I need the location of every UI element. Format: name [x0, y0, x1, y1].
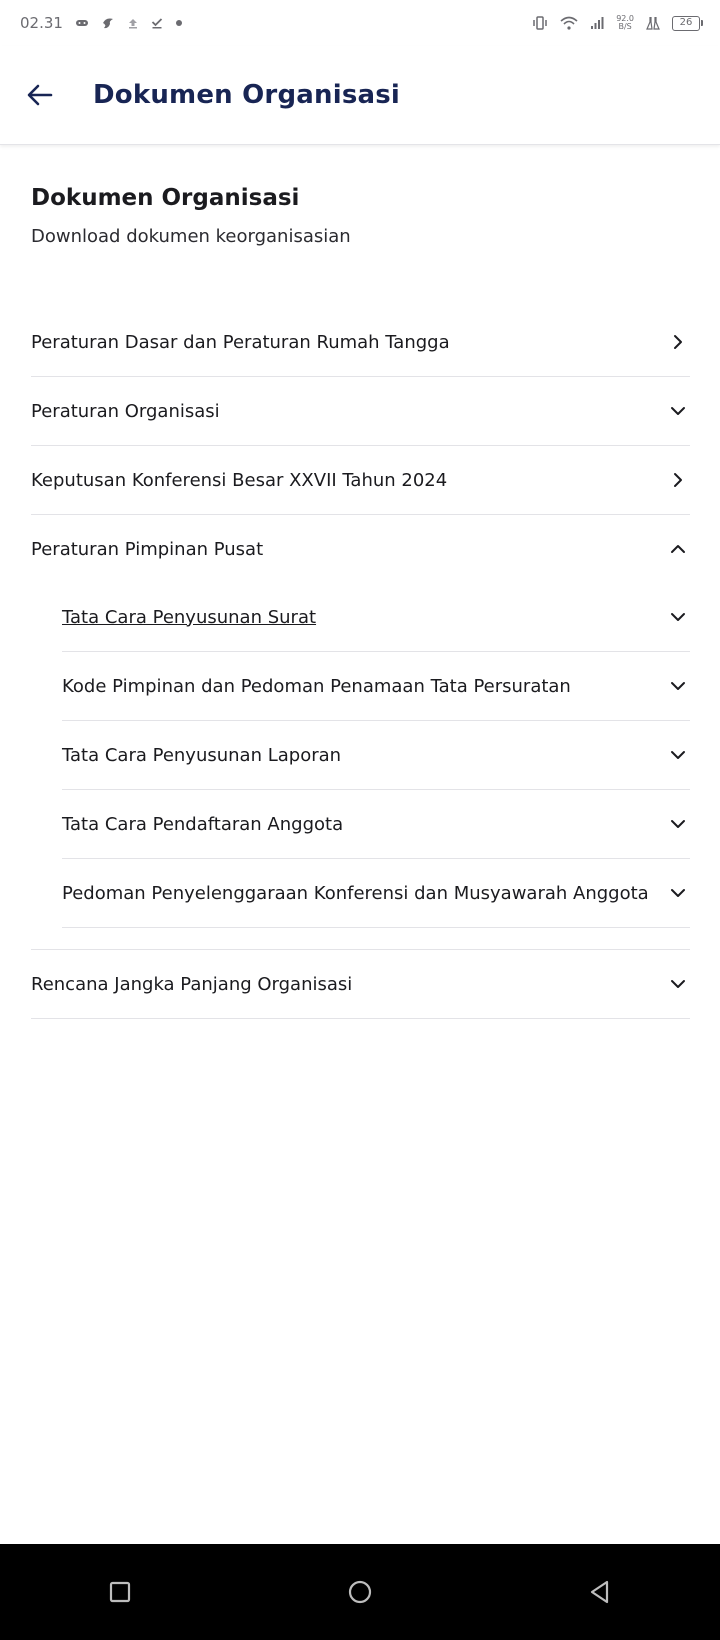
sub-document-list	[62, 583, 690, 928]
recents-button[interactable]	[90, 1562, 150, 1622]
chevron-down-icon	[666, 399, 690, 423]
home-button[interactable]	[330, 1562, 390, 1622]
sub-document-item[interactable]	[62, 790, 690, 859]
section-divider	[31, 928, 690, 950]
wifi-icon	[560, 16, 578, 30]
chevron-right-icon	[666, 330, 690, 354]
status-time: 02.31	[20, 14, 63, 32]
chevron-up-icon	[666, 537, 690, 561]
document-item[interactable]	[31, 377, 690, 446]
back-button[interactable]	[20, 75, 60, 115]
signal-icon	[590, 16, 604, 30]
network-speed-unit: B/S	[618, 22, 632, 31]
network-speed-value: 92.0	[616, 14, 634, 23]
page-title: Dokumen Organisasi	[93, 80, 401, 110]
document-item-label: Rencana Jangka Panjang Organisasi	[31, 973, 353, 995]
chevron-right-icon	[666, 468, 690, 492]
document-item-label: Peraturan Pimpinan Pusat	[31, 538, 264, 560]
status-bar	[0, 0, 720, 46]
document-item[interactable]	[31, 950, 690, 1019]
sub-document-item[interactable]	[62, 583, 690, 652]
document-item-label: Peraturan Dasar dan Peraturan Rumah Tangga	[31, 331, 450, 353]
back-nav-button[interactable]	[570, 1562, 630, 1622]
circle-icon	[348, 1580, 372, 1604]
document-item-label: Keputusan Konferensi Besar XXVII Tahun 2024	[31, 469, 448, 491]
triangle-back-icon	[589, 1580, 611, 1604]
vibrate-icon	[532, 16, 548, 30]
notification-dot-icon	[175, 19, 183, 27]
document-item-expanded[interactable]	[31, 515, 690, 583]
section-heading: Dokumen Organisasi	[31, 185, 300, 211]
document-item-label: Peraturan Organisasi	[31, 400, 220, 422]
flask-icon	[646, 16, 660, 30]
upload-icon	[127, 17, 139, 29]
document-item[interactable]	[31, 446, 690, 515]
chevron-down-icon	[666, 812, 690, 836]
chevron-down-icon	[666, 881, 690, 905]
chevron-down-icon	[666, 972, 690, 996]
bird-icon	[101, 16, 115, 30]
sub-document-item-label: Tata Cara Penyusunan Surat	[62, 606, 317, 628]
chevron-down-icon	[666, 605, 690, 629]
sub-document-item[interactable]	[62, 652, 690, 721]
app-bar	[0, 46, 720, 145]
sub-document-item-label: Pedoman Penyelenggaraan Konferensi dan Musyawarah Anggota	[62, 882, 649, 904]
network-speed	[616, 15, 634, 31]
page-header	[31, 168, 690, 252]
chevron-down-icon	[666, 743, 690, 767]
sub-document-item-label: Tata Cara Pendaftaran Anggota	[62, 813, 344, 835]
sub-document-item[interactable]	[62, 721, 690, 790]
section-subtitle: Download dokumen keorganisasian	[31, 226, 351, 247]
system-navigation-bar	[0, 1544, 720, 1640]
chevron-down-icon	[666, 674, 690, 698]
download-done-icon	[151, 17, 163, 29]
sub-document-item[interactable]	[62, 859, 690, 928]
sub-document-item-label: Kode Pimpinan dan Pedoman Penamaan Tata Persuratan	[62, 675, 571, 697]
battery-level: 26	[672, 16, 700, 31]
document-item[interactable]	[31, 308, 690, 377]
arrow-left-icon	[27, 84, 53, 106]
sub-document-item-label: Tata Cara Penyusunan Laporan	[62, 744, 342, 766]
document-list	[31, 308, 690, 1019]
game-controller-icon	[75, 18, 89, 28]
square-icon	[109, 1581, 131, 1603]
